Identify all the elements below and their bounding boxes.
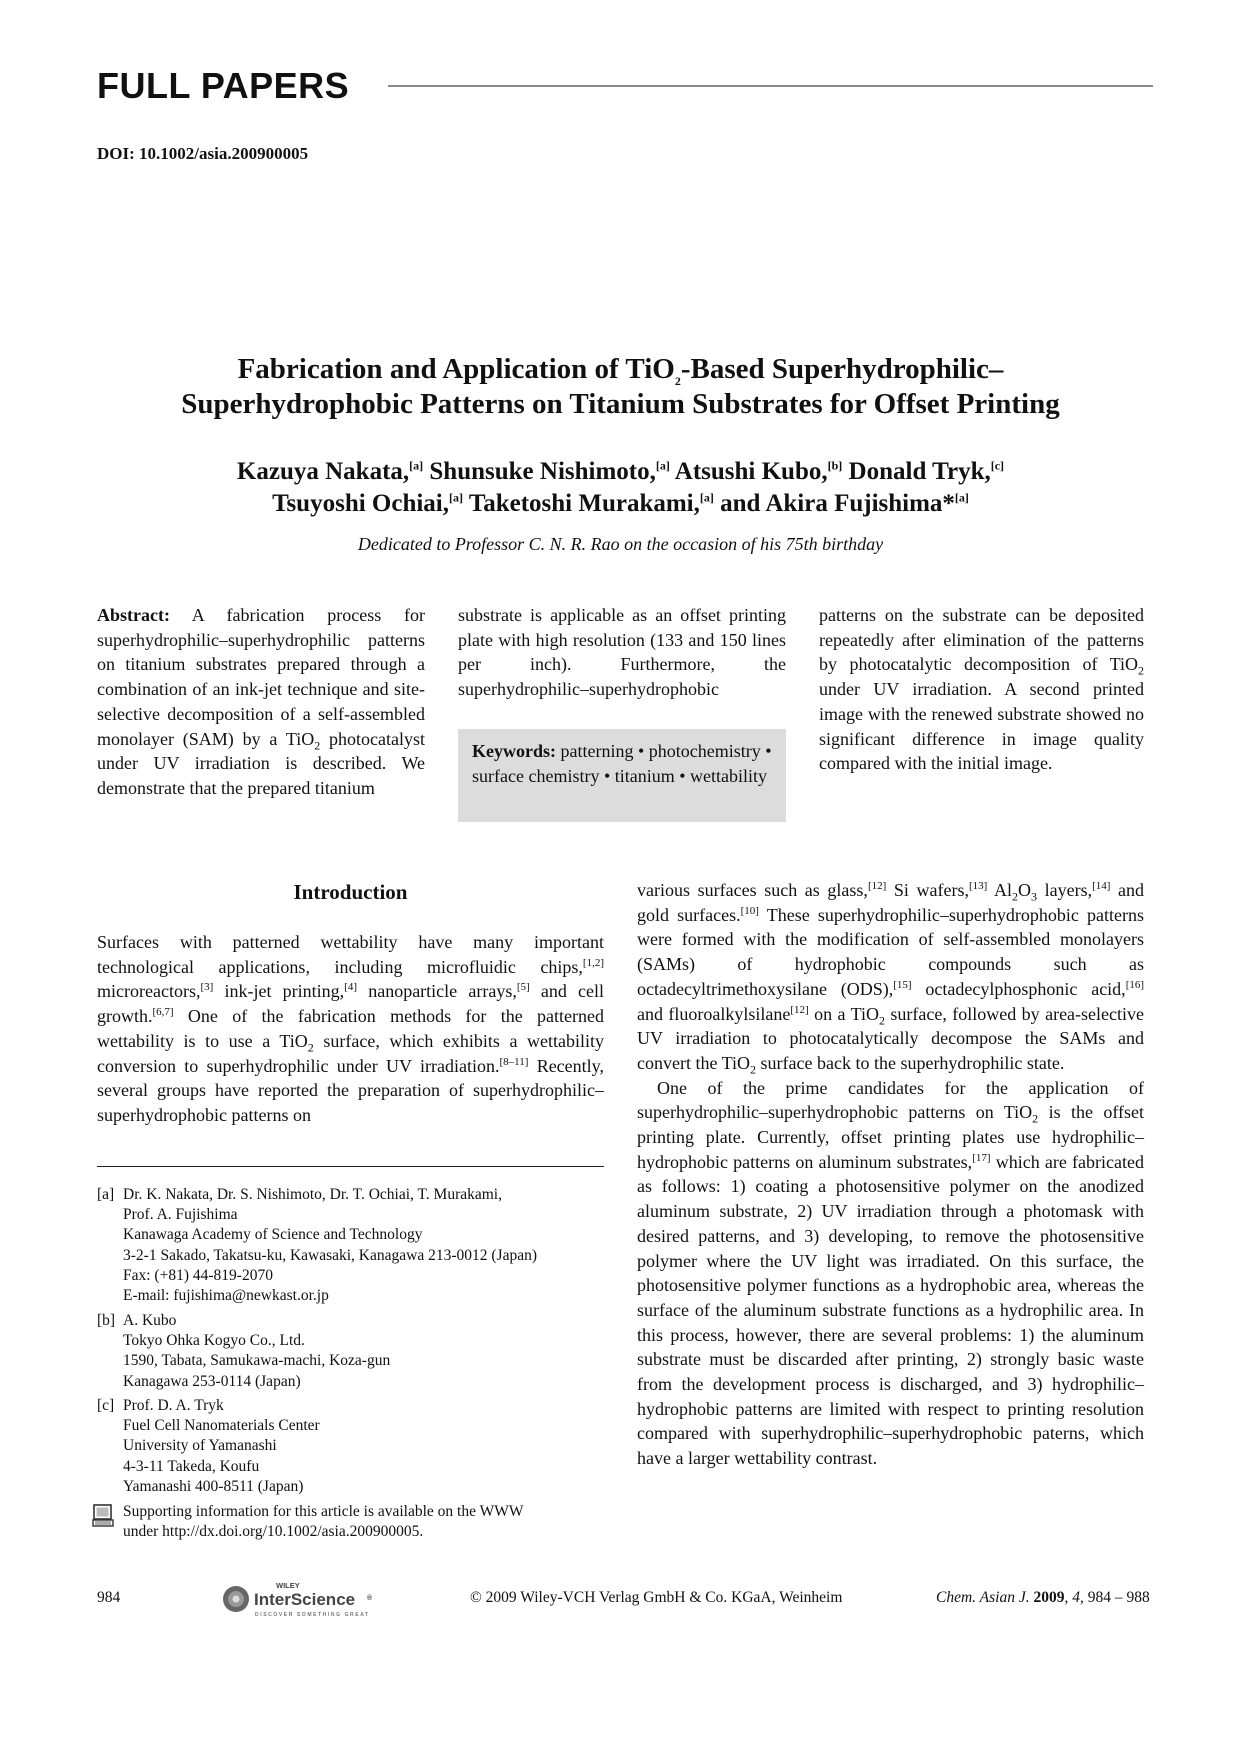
author: and Akira Fujishima*[a] — [720, 490, 969, 517]
author: Taketoshi Murakami,[a] — [468, 490, 714, 517]
introduction-heading: Introduction — [293, 880, 408, 904]
article-title-line-1: Fabrication and Application of TiO$_2$-Based Superhydrophilic– — [237, 353, 1004, 388]
abstract-column-2: substrate is applicable as an offset printing plate with high resolution (133 and 150 lines per inch). Furthermore, the superhydrophilic–superhydrophobic — [458, 605, 786, 700]
header-rule — [388, 85, 1153, 87]
author-line-2 — [60, 488, 1181, 520]
supporting-information: Supporting information for this article is available on the WWW under http://dx.doi.org/10.1002/asia.200900005. — [92, 1502, 612, 1542]
journal-citation: Chem. Asian J. 2009, 4, 984 – 988 — [936, 1589, 1150, 1606]
email: E-mail: fujishima@newkast.or.jp — [123, 1287, 329, 1305]
abstract-column-3: patterns on the substrate can be deposited repeatedly after elimination of the patterns by photocatalytic decomposition of TiO$_2$ under UV irradiation. A second printed image with the renewed substrate showed no significant difference in image quality compared with the initial image. — [819, 605, 1144, 774]
affiliation-c: [c] Prof. D. A. Tryk Fuel Cell Nanomaterials Center University of Yamanashi 4-3-11 Takeda, Koufu Yamanashi 400-8511 (Japan) — [97, 1397, 320, 1495]
page-number: 984 — [97, 1589, 121, 1606]
svg-text:WILEY: WILEY — [276, 1581, 300, 1590]
intro-paragraph-2: One of the prime candidates for the application of superhydrophilic–superhydrophobic patterns on TiO$_2$ is the offset printing plate. Currently, offset printing plates use hydrophilic–hydrophobic patterns on aluminum substrates,[17] which are fabricated as follows: 1) coating a photosensitive polymer on the anodized aluminum substrate, 2) UV irradiation through a photomask with desired patterns, and 3) developing, to remove the photosensitive polymer where the UV light was irradiated. On this surface, the photosensitive polymer functions as a hydrophobic area, whereas the surface of the aluminum substrate functions as a hydrophilic area. In this process, however, there are several problems: 1) the aluminum substrate must be discarded after printing, 2) strongly basic waste from the development process is discharged, and 3) hydrophilic–hydrophobic patterns are limited with respect to printing resolution compared with superhydrophilic–superhydrophobic paterns, which have a larger wettability contrast. — [637, 1077, 1145, 1469]
abstract-label: Abstract: — [97, 605, 170, 625]
author: Kazuya Nakata,[a] — [236, 458, 424, 485]
author: Atsushi Kubo,[b] — [674, 458, 843, 485]
intro-paragraph-1: Surfaces with patterned wettability have many important technological applications, including microfluidic chips,[1,2] microreactors,[3] ink-jet printing,[4] nanoparticle arrays,[5] and cell growth.[6,7] One of the fabrication methods for the patterned wettability is to use a TiO$_2$ surface, which exhibits a wettability conversion to superhydrophilic under UV irradiation.[8–11] Recently, several groups have reported the preparation of superhydrophilic–superhydrophobic patterns on — [97, 932, 605, 1125]
svg-text:DISCOVER SOMETHING GREAT: DISCOVER SOMETHING GREAT — [255, 1612, 370, 1618]
intro-paragraph-1-continued: various surfaces such as glass,[12] Si wafers,[13] $Al_2O_3$ layers,[14] and gold surfaces.[10] These superhydrophilic–superhydrophobic patterns were formed with the modification of self-assembled monolayers (SAMs) of hydrophobic compounds such as octadecyltrimethoxysilane (ODS),[15] octadecylphosphonic acid,[16] and fluoroalkylsilane[12] on a TiO$_2$ surface, followed by area-selective UV irradiation to photocatalytically decompose the SAMs and convert the TiO$_2$ surface back to the superhydrophilic state. — [637, 880, 1145, 1077]
dedication: Dedicated to Professor C. N. R. Rao on the occasion of his 75th birthday — [357, 534, 884, 554]
affiliation-a: [a] Dr. K. Nakata, Dr. S. Nishimoto, Dr. T. Ochiai, T. Murakami, Prof. A. Fujishima Kanawaga Academy of Science and Technology 3-2-1 Sakado, Takatsu-ku, Kawasaki, Kanagawa 213-0012 (Japan) Fax: (+81) 44-819-2070 E-mail: fujishima@newkast.or.jp — [97, 1185, 537, 1306]
supporting-info-link[interactable]: under http://dx.doi.org/10.1002/asia.200900005. — [123, 1523, 424, 1541]
copyright: © 2009 Wiley-VCH Verlag GmbH & Co. KGaA, Weinheim — [470, 1589, 843, 1606]
section-label: FULL PAPERS — [97, 65, 350, 106]
abstract-column-1: Abstract: A fabrication process for superhydrophilic–superhydrophilic patterns on titanium substrates prepared through a combination of an ink-jet technique and site-selective decomposition of a self-assembled monolayer (SAM) by a TiO$_2$ photocatalyst under UV irradiation is described. We demonstrate that the prepared titanium — [97, 605, 426, 798]
svg-text:InterScience: InterScience — [254, 1590, 356, 1609]
author: Tsuyoshi Ochiai,[a] — [272, 490, 464, 517]
interscience-logo — [218, 1578, 380, 1620]
keywords-box — [458, 729, 786, 822]
author: Shunsuke Nishimoto,[a] — [429, 458, 670, 485]
computer-icon — [92, 1504, 114, 1528]
right-body-column — [637, 878, 1144, 1471]
keywords-text: patterning • photochemistry • surface chemistry • titanium • wettability — [472, 741, 772, 786]
author: Donald Tryk,[c] — [848, 458, 1005, 485]
article-title-line-2: Superhydrophobic Patterns on Titanium Substrates for Offset Printing — [181, 388, 1060, 420]
keywords-label: Keywords: — [472, 741, 556, 761]
footnote-rule — [97, 1166, 604, 1167]
affiliation-b: [b] A. Kubo Tokyo Ohka Kogyo Co., Ltd. 1590, Tabata, Samukawa-machi, Koza-gun Kanagawa 253-0114 (Japan) — [97, 1312, 391, 1390]
doi: DOI: 10.1002/asia.200900005 — [97, 144, 309, 163]
author-line-1 — [60, 456, 1181, 488]
svg-text:®: ® — [367, 1595, 373, 1602]
